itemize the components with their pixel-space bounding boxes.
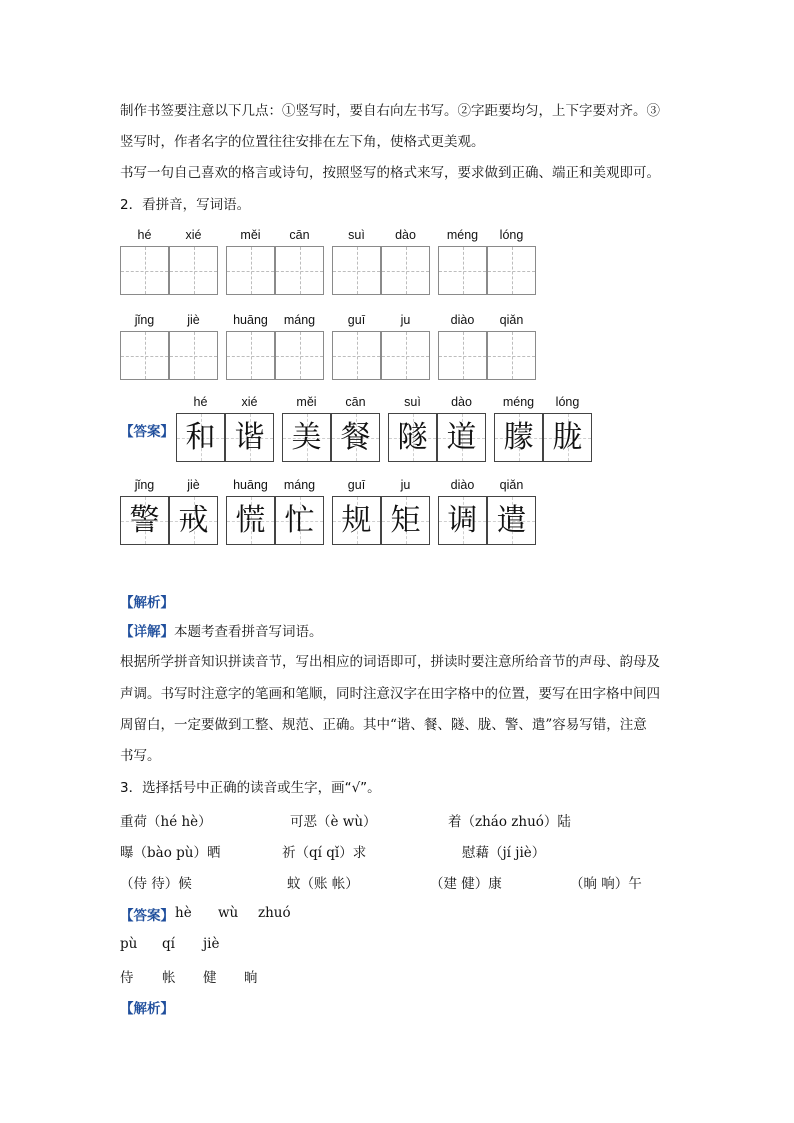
pinyin-label: diào xyxy=(450,313,475,327)
answer-character: 餐 xyxy=(340,420,371,455)
tianzige-box[interactable] xyxy=(120,331,169,380)
answer-character: 美 xyxy=(291,420,322,455)
pinyin-label: hé xyxy=(193,395,208,409)
q3-item-3: 着（zháo zhuó）陆 xyxy=(448,814,571,830)
pinyin-label: suì xyxy=(348,228,365,242)
answer-tianzige-box xyxy=(169,496,218,545)
tianzige-box[interactable] xyxy=(332,331,381,380)
q2-detail-text: 本题考查看拼音写词语。 xyxy=(174,624,323,640)
intro-line-1: 制作书签要注意以下几点：①竖写时，要自右向左书写。②字距要均匀，上下字要对齐。③ xyxy=(120,103,660,119)
pinyin-label: jiè xyxy=(187,313,200,327)
pinyin-label: guī xyxy=(347,478,366,492)
pinyin-label: jiè xyxy=(187,478,200,492)
q3-item-6: 慰藉（jí jiè） xyxy=(462,845,546,861)
answer-tianzige-box xyxy=(120,496,169,545)
pinyin-label: guī xyxy=(347,313,366,327)
answer-character: 朦 xyxy=(503,420,534,455)
pinyin-label: hé xyxy=(137,228,152,242)
q3-ans-2: wù xyxy=(218,905,239,921)
pinyin-label: lóng xyxy=(499,228,524,242)
tianzige-box[interactable] xyxy=(381,246,430,295)
answer-tianzige-box xyxy=(438,496,487,545)
answer-character: 警 xyxy=(129,503,160,538)
q3-item-5: 祈（qí qǐ）求 xyxy=(282,845,367,861)
pinyin-label: xié xyxy=(185,228,202,242)
q3-title: 3．选择括号中正确的读音或生字，画“√”。 xyxy=(120,780,381,796)
q3-ans-6: jiè xyxy=(203,936,220,952)
answer-character: 道 xyxy=(446,420,477,455)
tianzige-box[interactable] xyxy=(275,331,324,380)
answer-character: 遣 xyxy=(496,503,527,538)
tianzige-box[interactable] xyxy=(169,246,218,295)
tianzige-box[interactable] xyxy=(275,246,324,295)
answer-tianzige-box xyxy=(331,413,380,462)
tianzige-box[interactable] xyxy=(226,246,275,295)
q2-para-4: 书写。 xyxy=(120,748,161,764)
tianzige-box[interactable] xyxy=(487,246,536,295)
q3-ans-4: pù xyxy=(120,936,138,952)
tianzige-box[interactable] xyxy=(487,331,536,380)
answer-tianzige-box xyxy=(225,413,274,462)
answer-character: 隧 xyxy=(397,420,428,455)
intro-line-3: 书写一句自己喜欢的格言或诗句，按照竖写的格式来写，要求做到正确、端正和美观即可。 xyxy=(120,165,660,181)
q3-ans-10: 晌 xyxy=(244,970,258,986)
pinyin-label: dào xyxy=(451,395,472,409)
pinyin-label: měi xyxy=(296,395,317,409)
pinyin-label: qiǎn xyxy=(499,313,524,327)
answer-character: 和 xyxy=(185,420,216,455)
q2-analysis-label: 【解析】 xyxy=(120,595,174,611)
q3-answer-row-1 xyxy=(120,904,174,924)
q3-item-8: 蚊（账 帐） xyxy=(287,876,359,892)
q3-item-2: 可恶（è wù） xyxy=(290,814,377,830)
answer-tianzige-box xyxy=(332,496,381,545)
q2-detail xyxy=(120,622,323,642)
answer-tianzige-box xyxy=(381,496,430,545)
q3-item-7: （侍 待）候 xyxy=(120,876,192,892)
q3-answer-label: 【答案】 xyxy=(120,908,174,924)
pinyin-label: lóng xyxy=(555,395,580,409)
tianzige-box[interactable] xyxy=(438,246,487,295)
q2-title: 2．看拼音，写词语。 xyxy=(120,197,251,213)
answer-tianzige-box xyxy=(437,413,486,462)
q3-item-4: 曝（bào pù）晒 xyxy=(120,845,221,861)
q3-item-1: 重荷（hé hè） xyxy=(120,814,212,830)
q3-item-9: （建 健）康 xyxy=(430,876,502,892)
tianzige-box[interactable] xyxy=(438,331,487,380)
q2-para-3: 周留白，一定要做到工整、规范、正确。其中“谐、餐、隧、胧、警、遣”容易写错，注意 xyxy=(120,717,647,733)
answer-character: 胧 xyxy=(552,420,583,455)
q2-para-1: 根据所学拼音知识拼读音节，写出相应的词语即可，拼读时要注意所给音节的声母、韵母及 xyxy=(120,654,660,670)
answer-character: 调 xyxy=(447,503,478,538)
pinyin-label: xié xyxy=(241,395,258,409)
pinyin-label: máng xyxy=(283,478,316,492)
answer-character: 谐 xyxy=(234,420,265,455)
tianzige-box[interactable] xyxy=(169,331,218,380)
pinyin-label: suì xyxy=(404,395,421,409)
pinyin-label: qiǎn xyxy=(499,478,524,492)
answer-tianzige-box xyxy=(275,496,324,545)
answer-tianzige-box xyxy=(543,413,592,462)
q2-para-2: 声调。书写时注意字的笔画和笔顺，同时注意汉字在田字格中的位置，要写在田字格中间四 xyxy=(120,686,660,702)
answer-tianzige-box xyxy=(487,496,536,545)
answer-tianzige-box xyxy=(176,413,225,462)
q3-ans-5: qí xyxy=(162,936,175,952)
tianzige-box[interactable] xyxy=(381,331,430,380)
pinyin-label: cān xyxy=(289,228,310,242)
q2-detail-label: 【详解】 xyxy=(120,624,174,640)
tianzige-box[interactable] xyxy=(332,246,381,295)
q2-answer-label: 【答案】 xyxy=(120,424,174,440)
pinyin-label: diào xyxy=(450,478,475,492)
pinyin-label: jǐng xyxy=(134,313,155,327)
q3-ans-7: 侍 xyxy=(120,970,134,986)
intro-line-2: 竖写时，作者名字的位置往往安排在左下角，使格式更美观。 xyxy=(120,134,485,150)
q3-ans-8: 帐 xyxy=(162,970,176,986)
q3-ans-3: zhuó xyxy=(258,905,291,921)
pinyin-label: cān xyxy=(345,395,366,409)
answer-tianzige-box xyxy=(282,413,331,462)
pinyin-label: ju xyxy=(400,313,411,327)
pinyin-label: jǐng xyxy=(134,478,155,492)
tianzige-box[interactable] xyxy=(120,246,169,295)
pinyin-label: máng xyxy=(283,313,316,327)
answer-character: 戒 xyxy=(178,503,209,538)
pinyin-label: ju xyxy=(400,478,411,492)
answer-tianzige-box xyxy=(388,413,437,462)
pinyin-label: méng xyxy=(446,228,479,242)
q3-ans-9: 健 xyxy=(203,970,217,986)
tianzige-box[interactable] xyxy=(226,331,275,380)
q3-ans-1: hè xyxy=(175,905,192,921)
answer-tianzige-box xyxy=(226,496,275,545)
q3-analysis-label: 【解析】 xyxy=(120,1001,174,1017)
pinyin-label: huāng xyxy=(233,313,268,327)
pinyin-label: dào xyxy=(395,228,416,242)
answer-character: 慌 xyxy=(235,503,266,538)
answer-character: 忙 xyxy=(284,503,315,538)
answer-character: 矩 xyxy=(390,503,421,538)
answer-character: 规 xyxy=(341,503,372,538)
pinyin-label: méng xyxy=(502,395,535,409)
pinyin-label: huāng xyxy=(233,478,268,492)
answer-tianzige-box xyxy=(494,413,543,462)
q3-item-10: （晌 响）午 xyxy=(570,876,642,892)
pinyin-label: měi xyxy=(240,228,261,242)
